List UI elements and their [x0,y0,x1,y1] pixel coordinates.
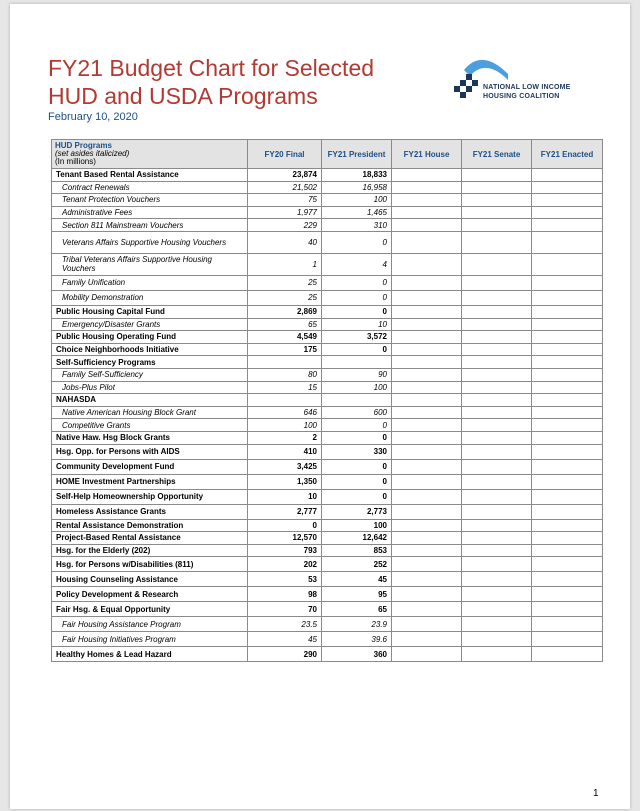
fy21-enacted-cell [532,331,603,344]
fy21-house-cell [392,381,462,394]
program-name-cell: Public Housing Operating Fund [52,331,248,344]
fy21-senate-cell [462,587,532,602]
fy21-house-cell [392,194,462,207]
fy21-house-cell [392,169,462,182]
fy21-president-cell: 12,642 [322,532,392,545]
fy21-enacted-cell [532,419,603,432]
program-name-cell: Tenant Protection Vouchers [52,194,248,207]
fy21-president-cell: 1,465 [322,206,392,219]
fy20-final-cell: 25 [248,275,322,290]
fy21-senate-cell [462,406,532,419]
fy20-final-cell: 40 [248,231,322,253]
program-name-cell: Emergency/Disaster Grants [52,318,248,331]
fy20-final-cell [248,394,322,407]
fy21-president-cell: 0 [322,489,392,504]
fy20-final-cell: 12,570 [248,532,322,545]
fy21-house-cell [392,519,462,532]
fy21-house-cell [392,557,462,572]
fy21-house-cell [392,617,462,632]
fy21-senate-cell [462,169,532,182]
column-header-fy21-enacted: FY21 Enacted [532,140,603,169]
fy21-senate-cell [462,474,532,489]
fy21-house-cell [392,231,462,253]
fy21-president-cell: 39.6 [322,632,392,647]
fy20-final-cell: 80 [248,368,322,381]
fy20-final-cell: 23.5 [248,617,322,632]
program-name-cell: Mobility Demonstration [52,290,248,305]
fy21-president-cell: 0 [322,419,392,432]
fy21-senate-cell [462,253,532,275]
table-row [52,169,603,182]
table-row [52,647,603,662]
fy20-final-cell: 646 [248,406,322,419]
fy21-house-cell [392,431,462,444]
fy21-house-cell [392,219,462,232]
table-row [52,206,603,219]
table-row [52,459,603,474]
fy21-senate-cell [462,444,532,459]
fy21-senate-cell [462,489,532,504]
column-header-fy21-house: FY21 House [392,140,462,169]
table-row [52,632,603,647]
table-row [52,519,603,532]
fy21-house-cell [392,368,462,381]
program-name-cell: Section 811 Mainstream Vouchers [52,219,248,232]
fy21-enacted-cell [532,632,603,647]
fy21-enacted-cell [532,194,603,207]
fy20-final-cell: 793 [248,544,322,557]
fy21-house-cell [392,356,462,369]
fy20-final-cell: 2 [248,431,322,444]
fy21-president-cell: 0 [322,343,392,356]
fy21-enacted-cell [532,602,603,617]
program-name-cell: Native Haw. Hsg Block Grants [52,431,248,444]
table-row [52,406,603,419]
logo-text [483,83,571,101]
fy20-final-cell: 2,777 [248,504,322,519]
fy21-president-cell: 45 [322,572,392,587]
fy21-enacted-cell [532,489,603,504]
fy21-senate-cell [462,431,532,444]
fy21-house-cell [392,406,462,419]
fy21-president-cell: 330 [322,444,392,459]
fy21-senate-cell [462,231,532,253]
fy20-final-cell: 2,869 [248,305,322,318]
fy21-president-cell: 252 [322,557,392,572]
fy21-president-cell: 0 [322,459,392,474]
fy20-final-cell: 1,977 [248,206,322,219]
fy21-house-cell [392,444,462,459]
program-name-cell: Tribal Veterans Affairs Supportive Housing Vouchers [52,253,248,275]
fy21-senate-cell [462,275,532,290]
document-page [10,4,630,809]
fy20-final-cell: 23,874 [248,169,322,182]
fy21-president-cell: 10 [322,318,392,331]
fy21-house-cell [392,331,462,344]
fy21-enacted-cell [532,253,603,275]
table-row [52,343,603,356]
table-row [52,504,603,519]
fy21-house-cell [392,290,462,305]
fy21-president-cell: 90 [322,368,392,381]
fy21-enacted-cell [532,206,603,219]
program-name-cell: NAHASDA [52,394,248,407]
fy21-house-cell [392,394,462,407]
fy20-final-cell: 202 [248,557,322,572]
fy21-senate-cell [462,544,532,557]
fy20-final-cell: 15 [248,381,322,394]
table-row [52,394,603,407]
fy21-enacted-cell [532,474,603,489]
fy21-senate-cell [462,343,532,356]
fy20-final-cell [248,356,322,369]
title-line-1: FY21 Budget Chart for Selected [48,55,375,81]
table-row [52,587,603,602]
table-row [52,219,603,232]
table-row [52,331,603,344]
table-row [52,572,603,587]
table-row [52,544,603,557]
program-name-cell: Choice Neighborhoods Initiative [52,343,248,356]
fy20-final-cell: 70 [248,602,322,617]
fy20-final-cell: 98 [248,587,322,602]
program-name-cell: Hsg. Opp. for Persons with AIDS [52,444,248,459]
table-row [52,489,603,504]
fy21-house-cell [392,459,462,474]
fy21-senate-cell [462,532,532,545]
fy21-senate-cell [462,459,532,474]
fy21-house-cell [392,206,462,219]
fy21-enacted-cell [532,647,603,662]
fy21-house-cell [392,572,462,587]
fy21-enacted-cell [532,444,603,459]
fy21-enacted-cell [532,381,603,394]
fy20-final-cell: 45 [248,632,322,647]
fy21-president-cell: 100 [322,519,392,532]
fy21-enacted-cell [532,169,603,182]
fy21-president-cell [322,394,392,407]
fy21-house-cell [392,181,462,194]
fy21-enacted-cell [532,406,603,419]
table-row [52,290,603,305]
fy21-enacted-cell [532,557,603,572]
fy21-president-cell: 0 [322,431,392,444]
fy21-enacted-cell [532,290,603,305]
fy20-final-cell: 100 [248,419,322,432]
fy21-enacted-cell [532,394,603,407]
fy21-president-cell: 0 [322,290,392,305]
program-name-cell: Family Unification [52,275,248,290]
table-row [52,305,603,318]
fy21-enacted-cell [532,181,603,194]
program-name-cell: Community Development Fund [52,459,248,474]
fy20-final-cell: 229 [248,219,322,232]
fy21-senate-cell [462,194,532,207]
fy21-senate-cell [462,617,532,632]
fy21-house-cell [392,305,462,318]
fy21-senate-cell [462,394,532,407]
fy21-house-cell [392,343,462,356]
fy20-final-cell: 75 [248,194,322,207]
table-row [52,368,603,381]
program-name-cell: Fair Housing Assistance Program [52,617,248,632]
fy21-president-cell: 0 [322,474,392,489]
fy20-final-cell: 21,502 [248,181,322,194]
table-row [52,231,603,253]
table-row [52,253,603,275]
table-row [52,557,603,572]
table-row [52,181,603,194]
fy21-senate-cell [462,356,532,369]
table-header-row [52,140,603,169]
fy20-final-cell: 25 [248,290,322,305]
table-row [52,474,603,489]
fy21-president-cell: 360 [322,647,392,662]
fy21-house-cell [392,318,462,331]
page-number: 1 [593,788,599,799]
fy20-final-cell: 10 [248,489,322,504]
program-name-cell: Fair Hsg. & Equal Opportunity [52,602,248,617]
fy20-final-cell: 53 [248,572,322,587]
table-row [52,431,603,444]
fy21-president-cell: 0 [322,275,392,290]
program-name-cell: Hsg. for the Elderly (202) [52,544,248,557]
table-row [52,444,603,459]
fy21-house-cell [392,253,462,275]
fy21-senate-cell [462,647,532,662]
fy20-final-cell: 290 [248,647,322,662]
program-name-cell: Self-Help Homeownership Opportunity [52,489,248,504]
fy21-enacted-cell [532,275,603,290]
program-name-cell: Hsg. for Persons w/Disabilities (811) [52,557,248,572]
title-line-2: HUD and USDA Programs [48,83,318,109]
fy21-senate-cell [462,368,532,381]
fy21-house-cell [392,602,462,617]
fy21-house-cell [392,532,462,545]
fy21-senate-cell [462,572,532,587]
fy21-enacted-cell [532,572,603,587]
fy21-president-cell: 23.9 [322,617,392,632]
fy20-final-cell: 0 [248,519,322,532]
fy21-senate-cell [462,181,532,194]
fy21-president-cell: 16,958 [322,181,392,194]
fy21-senate-cell [462,206,532,219]
fy21-senate-cell [462,557,532,572]
fy21-president-cell: 4 [322,253,392,275]
fy21-enacted-cell [532,343,603,356]
program-name-cell: Native American Housing Block Grant [52,406,248,419]
fy21-senate-cell [462,318,532,331]
program-name-cell: HOME Investment Partnerships [52,474,248,489]
fy21-senate-cell [462,381,532,394]
document-date: February 10, 2020 [48,111,138,123]
fy21-enacted-cell [532,431,603,444]
fy21-house-cell [392,587,462,602]
budget-table [51,139,603,662]
fy21-enacted-cell [532,617,603,632]
fy20-final-cell: 4,549 [248,331,322,344]
fy20-final-cell: 1,350 [248,474,322,489]
table-row [52,318,603,331]
fy20-final-cell: 1 [248,253,322,275]
fy21-senate-cell [462,519,532,532]
column-header-fy20-final: FY20 Final [248,140,322,169]
table-row [52,532,603,545]
fy21-enacted-cell [532,532,603,545]
fy21-president-cell: 100 [322,381,392,394]
fy21-house-cell [392,632,462,647]
fy21-president-cell: 600 [322,406,392,419]
fy21-president-cell: 95 [322,587,392,602]
fy21-enacted-cell [532,356,603,369]
program-name-cell: Housing Counseling Assistance [52,572,248,587]
fy21-president-cell: 853 [322,544,392,557]
fy21-president-cell: 65 [322,602,392,617]
program-name-cell: Project-Based Rental Assistance [52,532,248,545]
fy21-enacted-cell [532,519,603,532]
fy21-enacted-cell [532,504,603,519]
fy21-enacted-cell [532,305,603,318]
logo-line-1: NATIONAL LOW INCOME [483,84,571,91]
fy21-president-cell [322,356,392,369]
fy21-senate-cell [462,290,532,305]
program-name-cell: Public Housing Capital Fund [52,305,248,318]
program-name-cell: Contract Renewals [52,181,248,194]
fy21-enacted-cell [532,219,603,232]
program-name-cell: Administrative Fees [52,206,248,219]
fy21-president-cell: 2,773 [322,504,392,519]
fy21-house-cell [392,419,462,432]
fy21-enacted-cell [532,368,603,381]
table-row [52,356,603,369]
document-title [48,54,408,110]
program-name-cell: Rental Assistance Demonstration [52,519,248,532]
fy20-final-cell: 3,425 [248,459,322,474]
table-row [52,419,603,432]
program-name-cell: Self-Sufficiency Programs [52,356,248,369]
fy21-enacted-cell [532,231,603,253]
fy21-house-cell [392,275,462,290]
fy21-president-cell: 100 [322,194,392,207]
fy21-senate-cell [462,602,532,617]
fy21-senate-cell [462,632,532,647]
fy21-senate-cell [462,504,532,519]
column-header-fy21-president: FY21 President [322,140,392,169]
program-name-cell: Healthy Homes & Lead Hazard [52,647,248,662]
program-name-cell: Competitive Grants [52,419,248,432]
fy21-enacted-cell [532,544,603,557]
fy21-house-cell [392,489,462,504]
fy21-house-cell [392,647,462,662]
table-row [52,617,603,632]
table-row [52,381,603,394]
nlihc-logo [452,50,602,106]
fy21-enacted-cell [532,587,603,602]
fy21-president-cell: 18,833 [322,169,392,182]
fy21-president-cell: 0 [322,231,392,253]
program-name-cell: Fair Housing Initiatives Program [52,632,248,647]
table-row [52,194,603,207]
program-name-cell: Veterans Affairs Supportive Housing Vouchers [52,231,248,253]
table-row [52,275,603,290]
program-name-cell: Homeless Assistance Grants [52,504,248,519]
fy21-president-cell: 0 [322,305,392,318]
fy20-final-cell: 65 [248,318,322,331]
fy21-president-cell: 3,572 [322,331,392,344]
fy21-senate-cell [462,219,532,232]
program-name-cell: Family Self-Sufficiency [52,368,248,381]
program-name-cell: Jobs-Plus Pilot [52,381,248,394]
program-column-header: HUD Programs (set asides italicized) (In millions) [52,140,248,169]
table-body [52,169,603,662]
table-row [52,602,603,617]
fy21-house-cell [392,504,462,519]
column-header-fy21-senate: FY21 Senate [462,140,532,169]
fy21-senate-cell [462,331,532,344]
fy21-enacted-cell [532,459,603,474]
fy21-senate-cell [462,419,532,432]
logo-line-2: HOUSING COALITION [483,93,560,100]
program-name-cell: Tenant Based Rental Assistance [52,169,248,182]
fy21-senate-cell [462,305,532,318]
fy21-enacted-cell [532,318,603,331]
fy21-house-cell [392,544,462,557]
fy20-final-cell: 410 [248,444,322,459]
fy21-house-cell [392,474,462,489]
fy20-final-cell: 175 [248,343,322,356]
program-name-cell: Policy Development & Research [52,587,248,602]
fy21-president-cell: 310 [322,219,392,232]
